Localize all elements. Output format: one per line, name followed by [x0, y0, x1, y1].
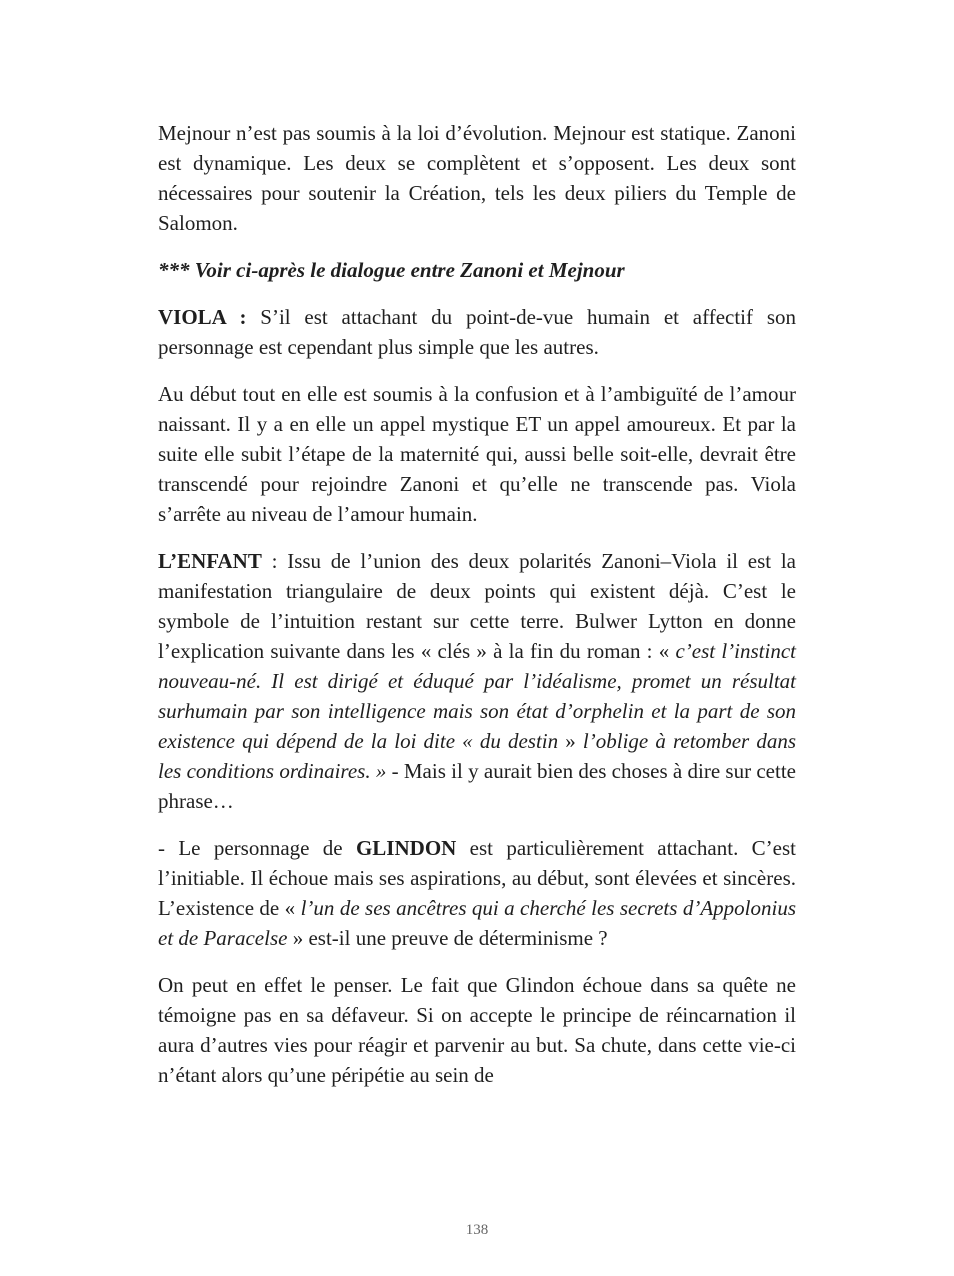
paragraph-glindon-detail: On peut en effet le penser. Le fait que Glindon échoue dans sa quête ne témoigne pas en sa défaveur. Si on accepte le principe de réincarnation il aura d’autres vies pour réagir et parvenir au but. Sa chute, dans cette vie-ci n’étant alors qu’une péripétie au sein de — [158, 973, 796, 1087]
page-body — [158, 118, 796, 1107]
enfant-label: L’ENFANT — [158, 549, 262, 573]
paragraph-mejnour: Mejnour n’est pas soumis à la loi d’évolution. Mejnour est statique. Zanoni est dynamique. Les deux se complètent et s’opposent. Les deux sont nécessaires pour soutenir la Création, tels les deux piliers du Temple de Salomon. — [158, 121, 796, 235]
enfant-quote-part-1: c’est l’instinct nouveau-né. Il est dirigé et éduqué par l’idéalisme, promet un résultat surhumain par son intelligence mais son état d’orphelin et la part de son existence qui dépend de la loi dite « du destin — [158, 639, 796, 753]
glindon-label: GLINDON — [355, 836, 457, 860]
dialogue-note: *** Voir ci-après le dialogue entre Zanoni et Mejnour — [158, 258, 625, 282]
enfant-text: : Issu de l’union des deux polarités Zanoni–Viola il est la manifestation triangulaire de deux points qui existent déjà. C’est le symbole de l’intuition restant sur cette terre. Bulwer Lytton en donne l’explication suivante dans les « clés » à la fin du roman : « — [158, 549, 796, 663]
viola-label: VIOLA : — [158, 305, 247, 329]
enfant-tail: - Mais il y aurait bien des choses à dire sur cette phrase… — [158, 759, 796, 813]
paragraph-viola-detail: Au début tout en elle est soumis à la confusion et à l’ambiguïté de l’amour naissant. Il y a en elle un appel mystique ET un appel amoureux. Et par la suite elle subit l’étape de la maternité qui, aussi belle soit-elle, devrait être transcendé pour rejoindre Zanoni et qu’elle ne transcende pas. Viola s’arrête au niveau de l’amour humain. — [158, 382, 796, 526]
glindon-pre: - Le personnage de — [158, 836, 356, 860]
page-number: 138 — [465, 1222, 489, 1238]
paragraph-enfant — [158, 546, 796, 816]
enfant-quote-part-2: l’oblige à retomber dans les conditions ordinaires. » — [158, 729, 797, 783]
paragraph-viola — [158, 302, 796, 362]
viola-text: S’il est attachant du point-de-vue humain et affectif son personnage est cependant plus simple que les autres. — [158, 305, 796, 359]
glindon-tail: » est-il une preuve de déterminisme ? — [287, 926, 608, 950]
glindon-quote: l’un de ses ancêtres qui a cherché les secrets d’Appolonius et de Paracelse — [158, 896, 796, 950]
enfant-quote-mid: » — [558, 729, 583, 753]
paragraph-glindon — [158, 833, 796, 953]
glindon-text: est particulièrement attachant. C’est l’initiable. Il échoue mais ses aspirations, au début, sont élevées et sincères. L’existence de « — [158, 836, 796, 920]
